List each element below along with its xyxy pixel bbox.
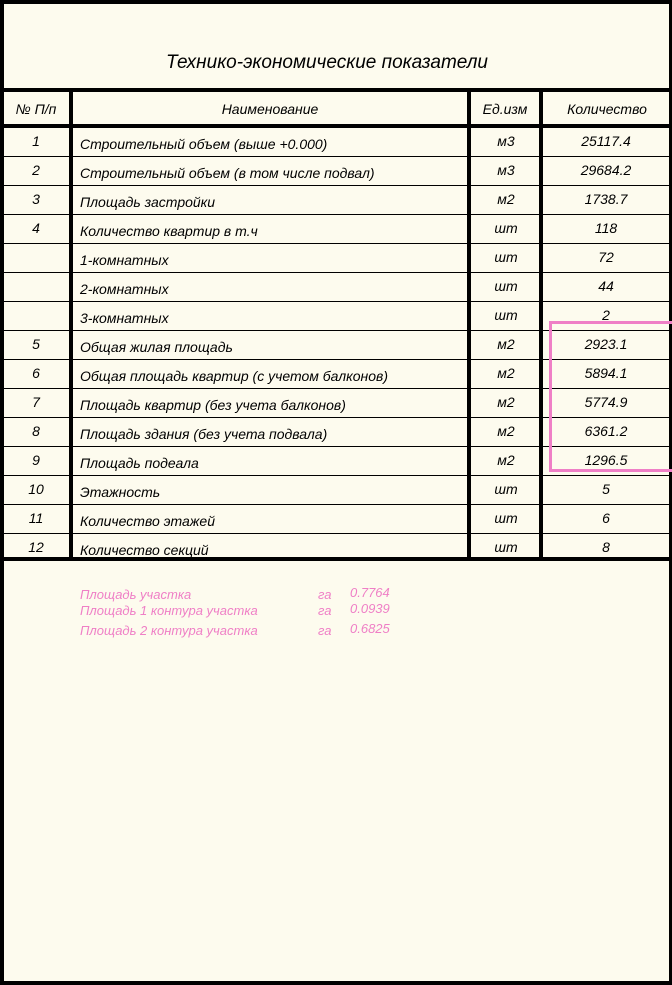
row-divider	[0, 533, 672, 534]
row-divider	[0, 185, 672, 186]
note-label: Площадь участка	[80, 587, 192, 602]
row-name-cell: Общая площадь квартир (с учетом балконов)	[80, 368, 388, 384]
note-label: Площадь 1 контура участка	[80, 603, 258, 618]
row-name-cell: Площадь здания (без учета подвала)	[80, 426, 328, 442]
row-name-cell: Количество этажей	[80, 513, 216, 529]
row-qty-cell: 5894.1	[584, 365, 628, 381]
header-name: Наименование	[221, 101, 319, 117]
header-unit: Ед.изм	[482, 101, 528, 117]
frame-border	[0, 0, 672, 4]
row-num-cell: 5	[32, 336, 40, 352]
note-label: Площадь 2 контура участка	[80, 623, 258, 638]
row-qty-cell: 118	[594, 220, 618, 236]
row-qty-cell: 6	[602, 510, 610, 526]
highlight-box	[549, 321, 672, 472]
row-num-cell: 4	[32, 220, 40, 236]
frame-border	[0, 981, 672, 985]
row-unit-cell: шт	[494, 220, 518, 236]
note-unit: га	[318, 587, 332, 602]
row-name-cell: Количество квартир в т.ч	[80, 223, 258, 239]
row-unit-cell: шт	[494, 539, 518, 555]
row-divider	[0, 272, 672, 273]
row-divider	[0, 214, 672, 215]
row-divider	[0, 301, 672, 302]
row-name-cell: 3-комнатных	[80, 310, 169, 326]
row-num-cell: 6	[32, 365, 40, 381]
row-name-cell: Строительный объем (в том числе подвал)	[80, 165, 375, 181]
row-qty-cell: 72	[598, 249, 614, 265]
row-unit-cell: шт	[494, 249, 518, 265]
row-unit-cell: шт	[494, 481, 518, 497]
row-name-cell: Общая жилая площадь	[80, 339, 233, 355]
row-unit-cell: шт	[494, 278, 518, 294]
row-num-cell: 11	[28, 510, 44, 526]
row-unit-cell: шт	[494, 307, 518, 323]
note-value: 0.0939	[350, 601, 390, 616]
row-unit-cell: м2	[497, 191, 515, 207]
header-qty: Количество	[567, 101, 647, 117]
row-qty-cell: 29684.2	[580, 162, 632, 178]
row-divider	[0, 475, 672, 476]
row-qty-cell: 6361.2	[584, 423, 628, 439]
row-qty-cell: 1296.5	[584, 452, 628, 468]
row-num-cell: 3	[32, 191, 40, 207]
row-unit-cell: шт	[494, 510, 518, 526]
row-divider	[0, 243, 672, 244]
row-qty-cell: 8	[602, 539, 610, 555]
row-unit-cell: м2	[497, 394, 515, 410]
note-unit: га	[318, 603, 332, 618]
row-divider	[0, 504, 672, 505]
divider	[0, 88, 672, 92]
row-num-cell: 9	[32, 452, 40, 468]
row-name-cell: Площадь подеала	[80, 455, 199, 471]
row-num-cell: 8	[32, 423, 40, 439]
column-divider	[467, 91, 471, 559]
row-name-cell: 1-комнатных	[80, 252, 169, 268]
row-qty-cell: 2	[602, 307, 610, 323]
row-num-cell: 1	[32, 133, 40, 149]
header-num: № П/п	[15, 101, 57, 117]
row-name-cell: Количество секций	[80, 542, 209, 558]
note-value: 0.7764	[350, 585, 390, 600]
row-num-cell: 7	[32, 394, 40, 410]
note-value: 0.6825	[350, 621, 390, 636]
row-qty-cell: 1738.7	[584, 191, 628, 207]
page-title: Технико-экономические показатели	[165, 52, 489, 73]
row-unit-cell: м3	[497, 133, 515, 149]
row-name-cell: Площадь застройки	[80, 194, 216, 210]
row-num-cell: 10	[28, 481, 44, 497]
note-unit: га	[318, 623, 332, 638]
row-num-cell: 12	[28, 539, 44, 555]
row-qty-cell: 25117.4	[581, 133, 631, 149]
row-unit-cell: м2	[497, 365, 515, 381]
row-name-cell: Строительный объем (выше +0.000)	[80, 136, 328, 152]
divider	[0, 124, 672, 128]
row-qty-cell: 44	[598, 278, 614, 294]
row-name-cell: Площадь квартир (без учета балконов)	[80, 397, 346, 413]
row-unit-cell: м2	[497, 452, 515, 468]
row-divider	[0, 156, 672, 157]
row-unit-cell: м2	[497, 423, 515, 439]
row-name-cell: 2-комнатных	[80, 281, 169, 297]
row-qty-cell: 5	[602, 481, 610, 497]
row-num-cell: 2	[32, 162, 40, 178]
row-unit-cell: м3	[497, 162, 515, 178]
row-name-cell: Этажность	[80, 484, 161, 500]
column-divider	[69, 91, 73, 559]
row-unit-cell: м2	[497, 336, 515, 352]
row-qty-cell: 5774.9	[584, 394, 628, 410]
row-qty-cell: 2923.1	[584, 336, 628, 352]
